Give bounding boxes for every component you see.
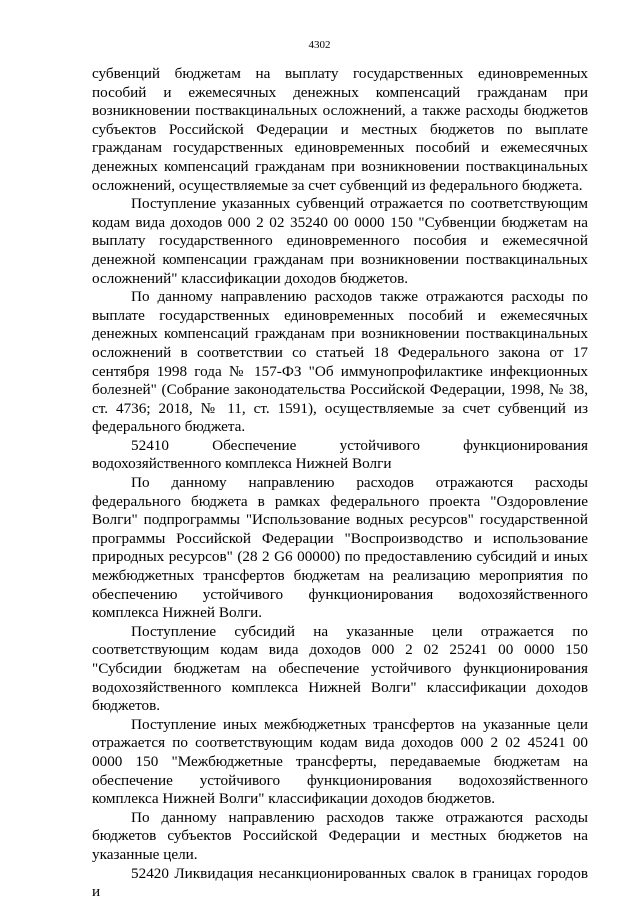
paragraph-regional-expenses: По данному направлению расходов также отражаются расходы бюджетов субъектов Российской Федерации и местных бюджетов на указанные цели. [92,808,588,863]
paragraph-subsidies-receipt: Поступление субсидий на указанные цели отражается по соответствующим кодам вида доходов 000 2 02 25241 00 0000 150 "Субсидии бюджетам на обеспечение устойчивого функционирования водохозяйственного комплекса Нижней Волги" классификации доходов бюджетов. [92,622,588,715]
section-heading-52410-continued: водохозяйственного комплекса Нижней Волги [92,455,392,473]
document-body [92,65,588,902]
section-heading-52420: 52420 Ликвидация несанкционированных свалок в границах городов и [92,864,588,901]
section-heading-52410: 52410 Обеспечение устойчивого функционирования [131,436,588,454]
paragraph-expenses-payments: По данному направлению расходов также отражаются расходы по выплате государственных единовременных пособий и ежемесячных денежных компенсаций гражданам при возникновении поствакцинальных осложнений в соответствии со статьей 18 Федерального закона от 17 сентября 1998 года № 157-ФЗ "Об иммунопрофилактике инфекционных болезней" (Собрание законодательства Российской Федерации, 1998, № 38, ст. 4736; 2018, № 11, ст. 1591), осуществляемые за счет субвенций из федерального бюджета. [92,288,588,436]
paragraph-continued: субвенций бюджетам на выплату государственных единовременных пособий и ежемесячных денежных компенсаций гражданам при возникновении поствакцинальных осложнений, а также расходы бюджетов субъектов Российской Федерации и местных бюджетов по выплате гражданам государственных единовременных пособий и ежемесячных денежных компенсаций гражданам при возникновении поствакцинальных осложнений, осуществляемые за счет субвенций из федерального бюджета. [92,65,588,194]
paragraph-transfers-receipt: Поступление иных межбюджетных трансфертов на указанные цели отражается по соответствующим кодам вида доходов 000 2 02 45241 00 0000 150 "Межбюджетные трансферты, передаваемые бюджетам на обеспечение устойчивого функционирования водохозяйственного комплекса Нижней Волги" классификации доходов бюджетов. [92,715,588,808]
paragraph-subventions-receipt: Поступление указанных субвенций отражается по соответствующим кодам вида доходов 000 2 02 35240 00 0000 150 "Субвенции бюджетам на выплату государственного единовременного пособия и ежемесячной денежной компенсации гражданам при возникновении поствакцинальных осложнений" классификации доходов бюджетов. [92,195,588,287]
paragraph-federal-expenses: По данному направлению расходов отражаются расходы федерального бюджета в рамках федерального проекта "Оздоровление Волги" подпрограммы "Использование водных ресурсов" государственной программы Российской Федерации "Воспроизводство и использование природных ресурсов" (28 2 G6 00000) по предоставлению субсидий и иных межбюджетных трансфертов бюджетам на реализацию мероприятия по обеспечению устойчивого функционирования водохозяйственного комплекса Нижней Волги. [92,474,588,622]
page-number: 4302 [308,39,331,51]
